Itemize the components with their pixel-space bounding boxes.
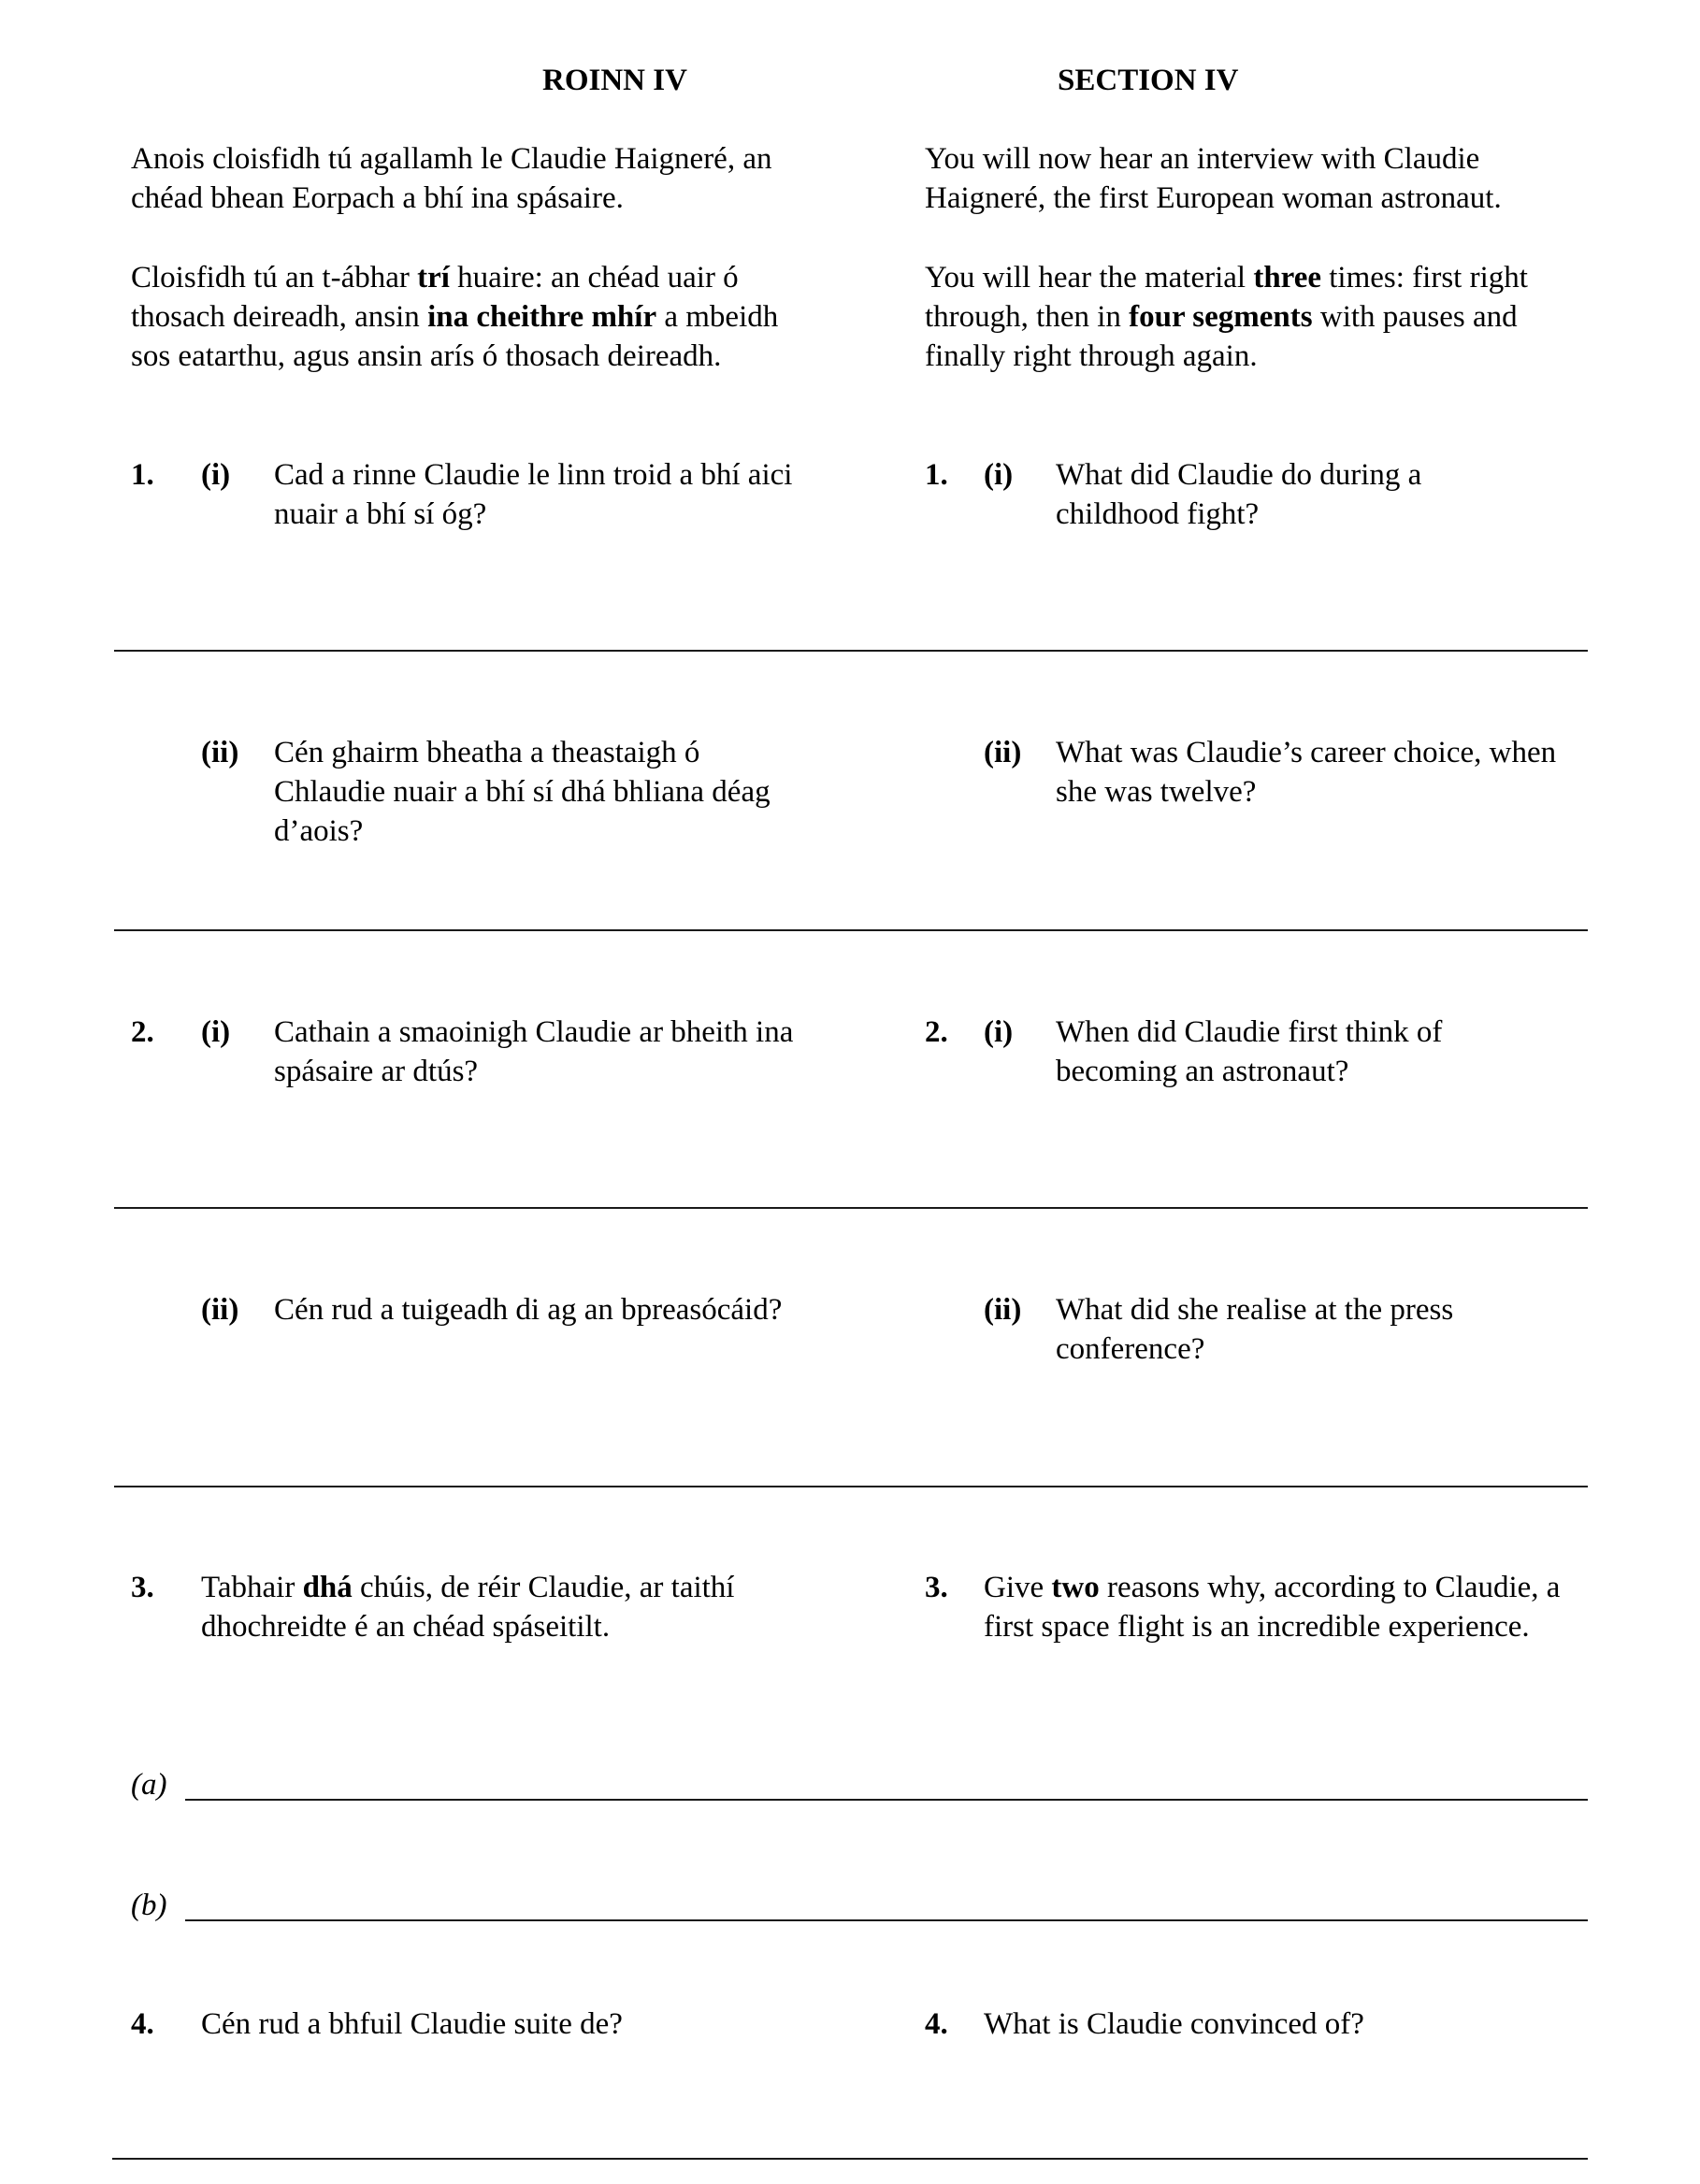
- question-text-english: When did Claudie first think of becoming an astronaut?: [1056, 1015, 1443, 1088]
- subquestion-label: (ii): [984, 736, 1022, 769]
- question-number: 3.: [131, 1571, 154, 1604]
- text: You will hear the material: [925, 261, 1254, 295]
- text: times: first right through, then in: [925, 261, 1528, 334]
- heading-english: SECTION IV: [1058, 64, 1239, 97]
- answer-line[interactable]: [114, 1207, 1588, 1209]
- question-number: 2.: [925, 1015, 948, 1049]
- question-text-english: What is Claudie convinced of?: [984, 2007, 1364, 2041]
- intro-english-p2: [925, 258, 1542, 376]
- question-text-english: What was Claudie’s career choice, when she was twelve?: [1056, 736, 1557, 809]
- question-text-irish: [201, 1568, 818, 1646]
- text: reasons why, according to Claudie, a first space flight is an incredible experience.: [984, 1571, 1561, 1644]
- question-number: 1.: [131, 458, 154, 492]
- question-text-english: What did Claudie do during a childhood fight?: [1056, 458, 1422, 531]
- question-number: 4.: [925, 2007, 948, 2041]
- question-text-irish: Cad a rinne Claudie le linn troid a bhí aici nuair a bhí sí óg?: [274, 458, 793, 531]
- text: a mbeidh sos eatarthu, agus ansin arís ó thosach deireadh.: [131, 300, 779, 373]
- question-text-irish: Cén rud a bhfuil Claudie suite de?: [201, 2007, 623, 2041]
- text: Tabhair: [201, 1571, 303, 1604]
- question-number: 2.: [131, 1015, 154, 1049]
- answer-line[interactable]: [114, 1486, 1588, 1487]
- intro-english-p1: You will now hear an interview with Claudie Haigneré, the first European woman astronaut.: [925, 142, 1502, 215]
- subquestion-label: (ii): [201, 1293, 239, 1327]
- question-number: 1.: [925, 458, 948, 492]
- question-number: 3.: [925, 1571, 948, 1604]
- answer-line-b[interactable]: [185, 1919, 1588, 1921]
- subquestion-label: (ii): [201, 736, 239, 769]
- question-text-irish: Cathain a smaoinigh Claudie ar bheith ina spásaire ar dtús?: [274, 1015, 794, 1088]
- question-text-english: [984, 1568, 1592, 1646]
- text: Give: [984, 1571, 1052, 1604]
- question-text-english: What did she realise at the press conference?: [1056, 1293, 1454, 1366]
- answer-line[interactable]: [112, 2158, 1588, 2160]
- emphasis: trí: [417, 261, 450, 295]
- emphasis: three: [1253, 261, 1322, 295]
- text: Cloisfidh tú an t-ábhar: [131, 261, 418, 295]
- text: huaire: an chéad uair ó thosach deireadh, ansin: [131, 261, 739, 334]
- subquestion-label: (ii): [984, 1293, 1022, 1327]
- answer-line[interactable]: [114, 650, 1588, 652]
- subquestion-label: (i): [201, 458, 231, 492]
- intro-irish-p1: Anois cloisfidh tú agallamh le Claudie Haigneré, an chéad bhean Eorpach a bhí ina spásaire.: [131, 142, 772, 215]
- subquestion-label: (i): [984, 1015, 1014, 1049]
- answer-label-a: (a): [131, 1768, 167, 1802]
- question-number: 4.: [131, 2007, 154, 2041]
- intro-irish-p2: [131, 258, 785, 376]
- answer-label-b: (b): [131, 1889, 167, 1922]
- answer-line[interactable]: [114, 929, 1588, 931]
- subquestion-label: (i): [201, 1015, 231, 1049]
- emphasis: two: [1051, 1571, 1100, 1604]
- heading-irish: ROINN IV: [542, 64, 687, 97]
- question-text-irish: Cén rud a tuigeadh di ag an bpreasócáid?: [274, 1293, 783, 1327]
- emphasis: four segments: [1129, 300, 1313, 334]
- emphasis: ina cheithre mhír: [427, 300, 657, 334]
- text: with pauses and finally right through again.: [925, 300, 1518, 373]
- question-text-irish: Cén ghairm bheatha a theastaigh ó Chlaudie nuair a bhí sí dhá bhliana déag d’aois?: [274, 736, 771, 848]
- answer-line-a[interactable]: [185, 1799, 1588, 1801]
- subquestion-label: (i): [984, 458, 1014, 492]
- emphasis: dhá: [302, 1571, 353, 1604]
- text: chúis, de réir Claudie, ar taithí dhochreidte é an chéad spáseitilt.: [201, 1571, 735, 1644]
